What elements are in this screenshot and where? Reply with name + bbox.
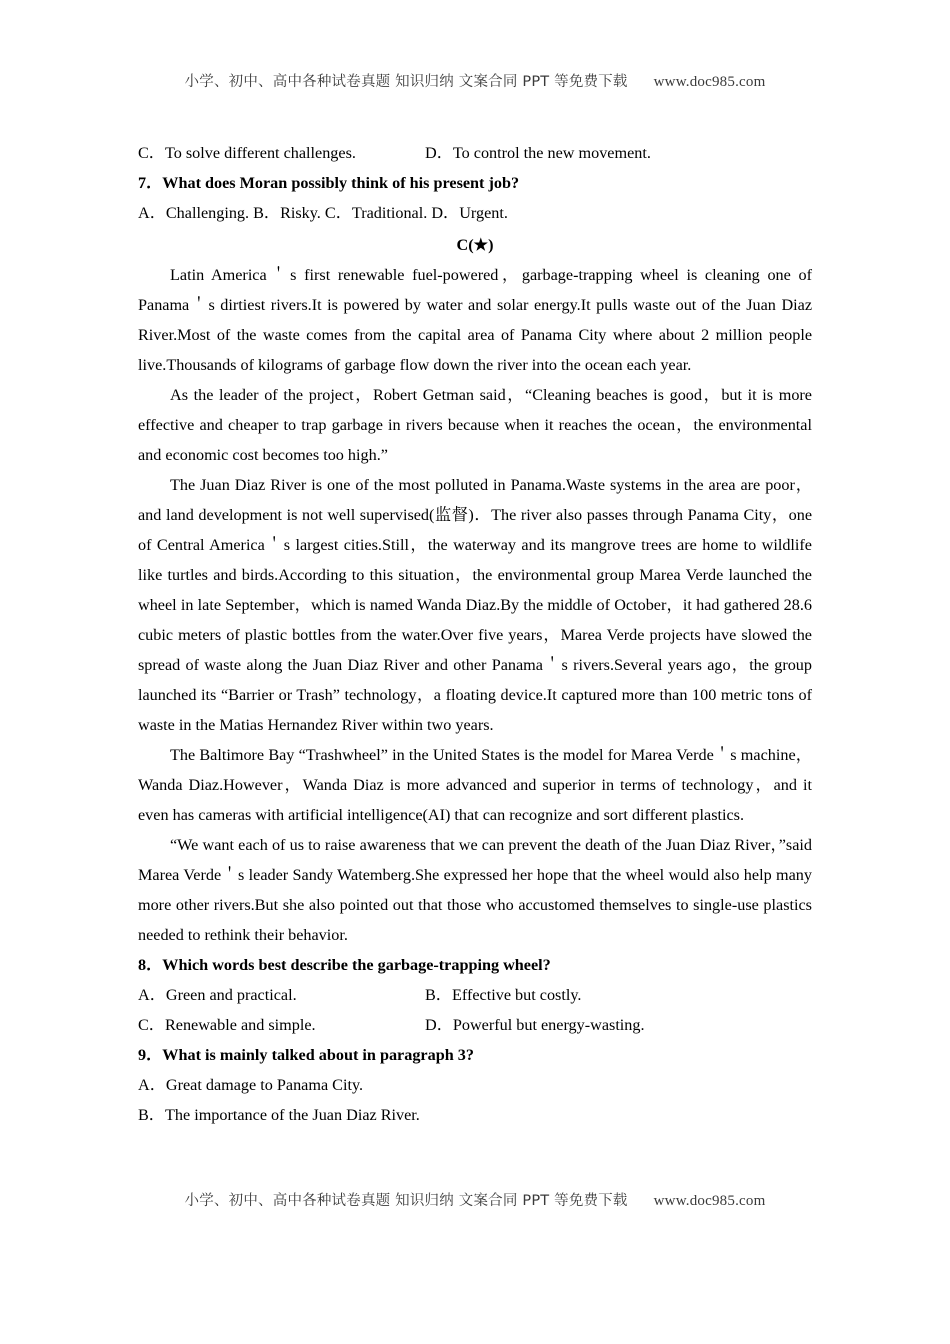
- question7-options: A．Challenging. B．Risky. C．Traditional. D．Urgent.: [138, 204, 508, 222]
- question9-option-a: A．Great damage to Panama City.: [138, 1076, 364, 1094]
- passage-paragraph-3: [138, 470, 812, 740]
- passage-paragraph-2-text: As the leader of the project，Robert Getman said，“Cleaning beaches is good，but it is more effective and cheaper to trap garbage in rivers because when it reaches the ocean，the environmental and economic cost becomes too high.”: [138, 386, 812, 464]
- passage-paragraph-4: [138, 740, 812, 830]
- question8-options-row-1: [138, 980, 812, 1010]
- question8-option-c: C．Renewable and simple.: [138, 1016, 316, 1034]
- question8-stem: 8．Which words best describe the garbage-trapping wheel?: [138, 956, 551, 974]
- passage-paragraph-5: [138, 830, 812, 950]
- passage-paragraph-4-text: The Baltimore Bay “Trashwheel” in the United States is the model for Marea Verde＇s machine，Wanda Diaz.However，Wanda Diaz is more advanced and superior in terms of technology，and it even has cameras with artificial intelligence(AI) that can recognize and sort different plastics.: [138, 746, 812, 824]
- question6-option-d: D．To control the new movement.: [425, 144, 651, 162]
- question8-option-a: A．Green and practical.: [138, 986, 297, 1004]
- question8-option-b: B．Effective but costly.: [425, 986, 582, 1004]
- watermark-footer-text: 小学、初中、高中各种试卷真题 知识归纳 文案合同 PPT 等免费下载: [184, 1193, 628, 1209]
- question6-options-row: [138, 138, 812, 168]
- watermark-header-url: www.doc985.com: [653, 74, 766, 90]
- question8-option-d: D．Powerful but energy-wasting.: [425, 1016, 645, 1034]
- watermark-header: [138, 70, 812, 91]
- question9-stem: 9．What is mainly talked about in paragraph 3?: [138, 1046, 474, 1064]
- watermark-footer: [138, 1189, 812, 1210]
- section-heading-c: C(★): [456, 236, 494, 254]
- question6-option-c: C．To solve different challenges.: [138, 144, 356, 162]
- page-content: [138, 138, 812, 1130]
- question7-stem: 7．What does Moran possibly think of his present job?: [138, 174, 520, 192]
- watermark-footer-url: www.doc985.com: [653, 1193, 766, 1209]
- passage-paragraph-5-text: “We want each of us to raise awareness that we can prevent the death of the Juan Diaz River，”said Marea Verde＇s leader Sandy Watemberg.She expressed her hope that the wheel would also help many more other rivers.But she also pointed out that those who accustomed themselves to single-use plastics needed to rethink their behavior.: [138, 836, 812, 944]
- watermark-header-text: 小学、初中、高中各种试卷真题 知识归纳 文案合同 PPT 等免费下载: [184, 74, 628, 90]
- passage-paragraph-1: [138, 260, 812, 380]
- question9-option-b: B．The importance of the Juan Diaz River.: [138, 1106, 420, 1124]
- question8-options-row-2: [138, 1010, 812, 1040]
- passage-paragraph-2: [138, 380, 812, 470]
- passage-paragraph-1-text: Latin America＇s first renewable fuel-powered，garbage-trapping wheel is cleaning one of Panama＇s dirtiest rivers.It is powered by water and solar energy.It pulls waste out of the Juan Diaz River.Most of the waste comes from the capital area of Panama City where about 2 million people live.Thousands of kilograms of garbage flow down the river into the ocean each year.: [138, 266, 812, 374]
- passage-paragraph-3-text: The Juan Diaz River is one of the most polluted in Panama.Waste systems in the area are poor，and land development is not well supervised(监督)．The river also passes through Panama City，one of Central America＇s largest cities.Still，the waterway and its mangrove trees are home to wildlife like turtles and birds.According to this situation，the environmental group Marea Verde launched the wheel in late September，which is named Wanda Diaz.By the middle of October，it had gathered 28.6 cubic meters of plastic bottles from the water.Over five years，Marea Verde projects have slowed the spread of waste along the Juan Diaz River and other Panama＇s rivers.Several years ago，the group launched its “Barrier or Trash” technology，a floating device.It captured more than 100 metric tons of waste in the Matias Hernandez River within two years.: [138, 476, 812, 734]
